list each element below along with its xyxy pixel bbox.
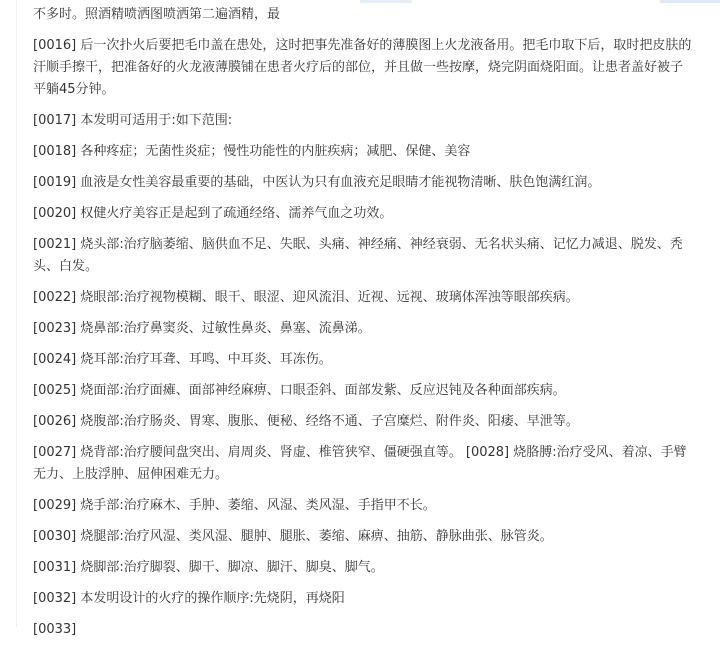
paragraph: 不多时。照酒精喷洒图喷洒第二遍酒精，最	[33, 7, 281, 22]
paragraph-0018: [0018] 各种疼症；无菌性炎症；慢性功能性的内脏疾病；减肥、保健、美容	[33, 144, 471, 159]
paragraph-0019: [0019] 血液是女性美容最重要的基础，中医认为只有血液充足眼睛才能视物清晰、肤色饱满红润。	[33, 175, 601, 190]
paragraph-0029: [0029] 烧手部:治疗麻木、手肿、萎缩、风湿、类风湿、手指甲不长。	[33, 498, 436, 513]
paragraph-0020: [0020] 权健火疗美容正是起到了疏通经络、濡养气血之功效。	[33, 206, 393, 221]
paragraph-0017: [0017] 本发明可适用于:如下范围:	[33, 113, 233, 128]
paragraph-0025: [0025] 烧面部:治疗面瘫、面部神经麻痹、口眼歪斜、面部发紫、反应迟钝及各种面部疾病。	[33, 383, 566, 398]
document-body	[33, 4, 695, 650]
paragraph-0026: [0026] 烧腹部:治疗肠炎、胃寒、腹胀、便秘、经络不通、子宫糜烂、附件炎、阳痿、早泄等。	[33, 414, 579, 429]
paragraph-0024: [0024] 烧耳部:治疗耳聋、耳鸣、中耳炎、耳冻伤。	[33, 352, 332, 367]
paragraph-0033: [0033]	[33, 622, 77, 637]
paragraph-0032: [0032] 本发明设计的火疗的操作顺序:先烧阴，再烧阳	[33, 591, 345, 606]
paragraph-0022: [0022] 烧眼部:治疗视物模糊、眼干、眼涩、迎风流泪、近视、远视、玻璃体浑浊等眼部疾病。	[33, 290, 579, 305]
left-margin-divider	[16, 0, 17, 627]
toolbar-fragment	[360, 0, 412, 3]
paragraph-0016: [0016] 后一次扑火后要把毛巾盖在患处，这时把事先准备好的薄膜图上火龙液备用。把毛巾取下后，取时把皮肤的汗顺手擦干，把准备好的火龙液薄膜铺在患者火疗后的部位，并且做一些按摩，烧完阴面烧阳面。让患者盖好被子平躺45分钟。	[33, 38, 692, 97]
paragraph-0027-0028: [0027] 烧背部:治疗腰间盘突出、肩周炎、肾虚、椎管狭窄、僵硬强直等。 [0028] 烧胳膊:治疗受风、着凉、手臂无力、上肢浮肿、屈伸困难无力。	[33, 445, 687, 482]
paragraph-0021: [0021] 烧头部:治疗脑萎缩、脑供血不足、失眠、头痛、神经痛、神经衰弱、无名状头痛、记忆力减退、脱发、秃头、白发。	[33, 237, 683, 274]
toolbar-fragment-right	[660, 0, 720, 3]
paragraph-0030: [0030] 烧腿部:治疗风湿、类风湿、腿肿、腿胀、萎缩、麻痹、抽筋、静脉曲张、脉管炎。	[33, 529, 553, 544]
paragraph-0023: [0023] 烧鼻部:治疗鼻窦炎、过敏性鼻炎、鼻塞、流鼻涕。	[33, 321, 371, 336]
paragraph-0031: [0031] 烧脚部:治疗脚裂、脚干、脚凉、脚汗、脚臭、脚气。	[33, 560, 384, 575]
